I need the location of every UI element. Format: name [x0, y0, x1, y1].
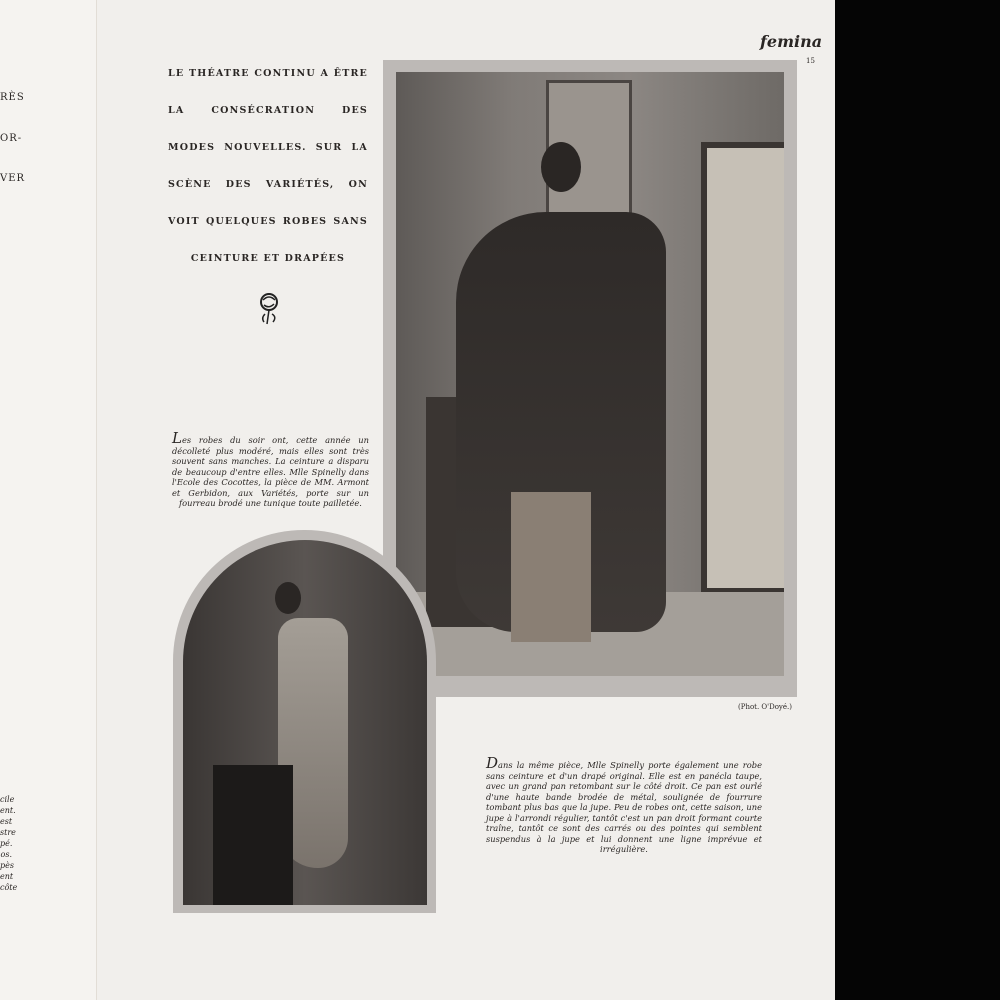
text-line: ent	[0, 872, 14, 881]
left-page-fragment: VER	[0, 173, 26, 184]
text-line: pès	[0, 861, 14, 870]
femina-logo: femina	[760, 32, 823, 51]
photo-credit: (Phot. O'Doyé.)	[738, 703, 792, 711]
caption-text: ans la même pièce, Mlle Spinelly porte également une robe sans ceinture et d'un drapé original. Elle est en panécla taupe, avec un grand pan retombant sur le côté droit. Ce pan est ourlé d'une haute bande brodée de métal, soulignée de fourrure tombant plus bas que la jupe. Peu de robes ont, cette saison, une jupe à l'arrondi régulier, tantôt c'est un pan droit formant courte traîne, tantôt ce sont des carrés ou des pointes qui semblent suspendus à la jupe et lui donnent une ligne imprévue et irrégulière.	[486, 760, 762, 854]
scan-background	[835, 0, 1000, 1000]
figure-head	[275, 582, 301, 614]
text-line: pé.	[0, 839, 13, 848]
rose-ornament-icon	[255, 292, 283, 326]
text-line: côte	[0, 883, 18, 892]
left-page-fragment: OR-	[0, 133, 23, 144]
caption-top	[172, 429, 369, 509]
piano	[213, 765, 293, 905]
text-line: os.	[0, 850, 12, 859]
decorative-screen	[701, 142, 784, 594]
page-number: 15	[806, 57, 815, 65]
text-line: stre	[0, 828, 16, 837]
text-line: ent.	[0, 806, 16, 815]
drop-cap: D	[486, 754, 499, 772]
left-page-edge	[0, 0, 97, 1000]
photo-spinelly-sequined-tunic	[183, 540, 427, 905]
text-line: est	[0, 817, 13, 826]
left-page-column-end	[0, 794, 18, 893]
caption-text: es robes du soir ont, cette année un décolleté plus modéré, mais elles sont très souvent sans manches. La ceinture a disparu de beaucoup d'entre elles. Mlle Spinelly dans l'Ecole des Cocottes, la pièce de MM. Armont et Gerbidon, aux Variétés, porte sur un fourreau brodé une tunique toute pailletée.	[172, 435, 369, 508]
left-page-fragment: RÈS	[0, 92, 25, 103]
figure-head	[541, 142, 581, 192]
drop-cap: L	[172, 429, 182, 447]
text-line: cile	[0, 795, 15, 804]
embroidered-panel	[511, 492, 591, 642]
photo-spinelly-draped-gown	[396, 72, 784, 676]
caption-bottom	[486, 754, 762, 855]
headline: LE THÉATRE CONTINU A ÊTRE LA CONSÉCRATION DES MODES NOUVELLES. SUR LA SCÈNE DES VARIÉTÉS, ON VOIT QUELQUES ROBES SANS CEINTURE ET DRAPÉES	[168, 68, 368, 264]
